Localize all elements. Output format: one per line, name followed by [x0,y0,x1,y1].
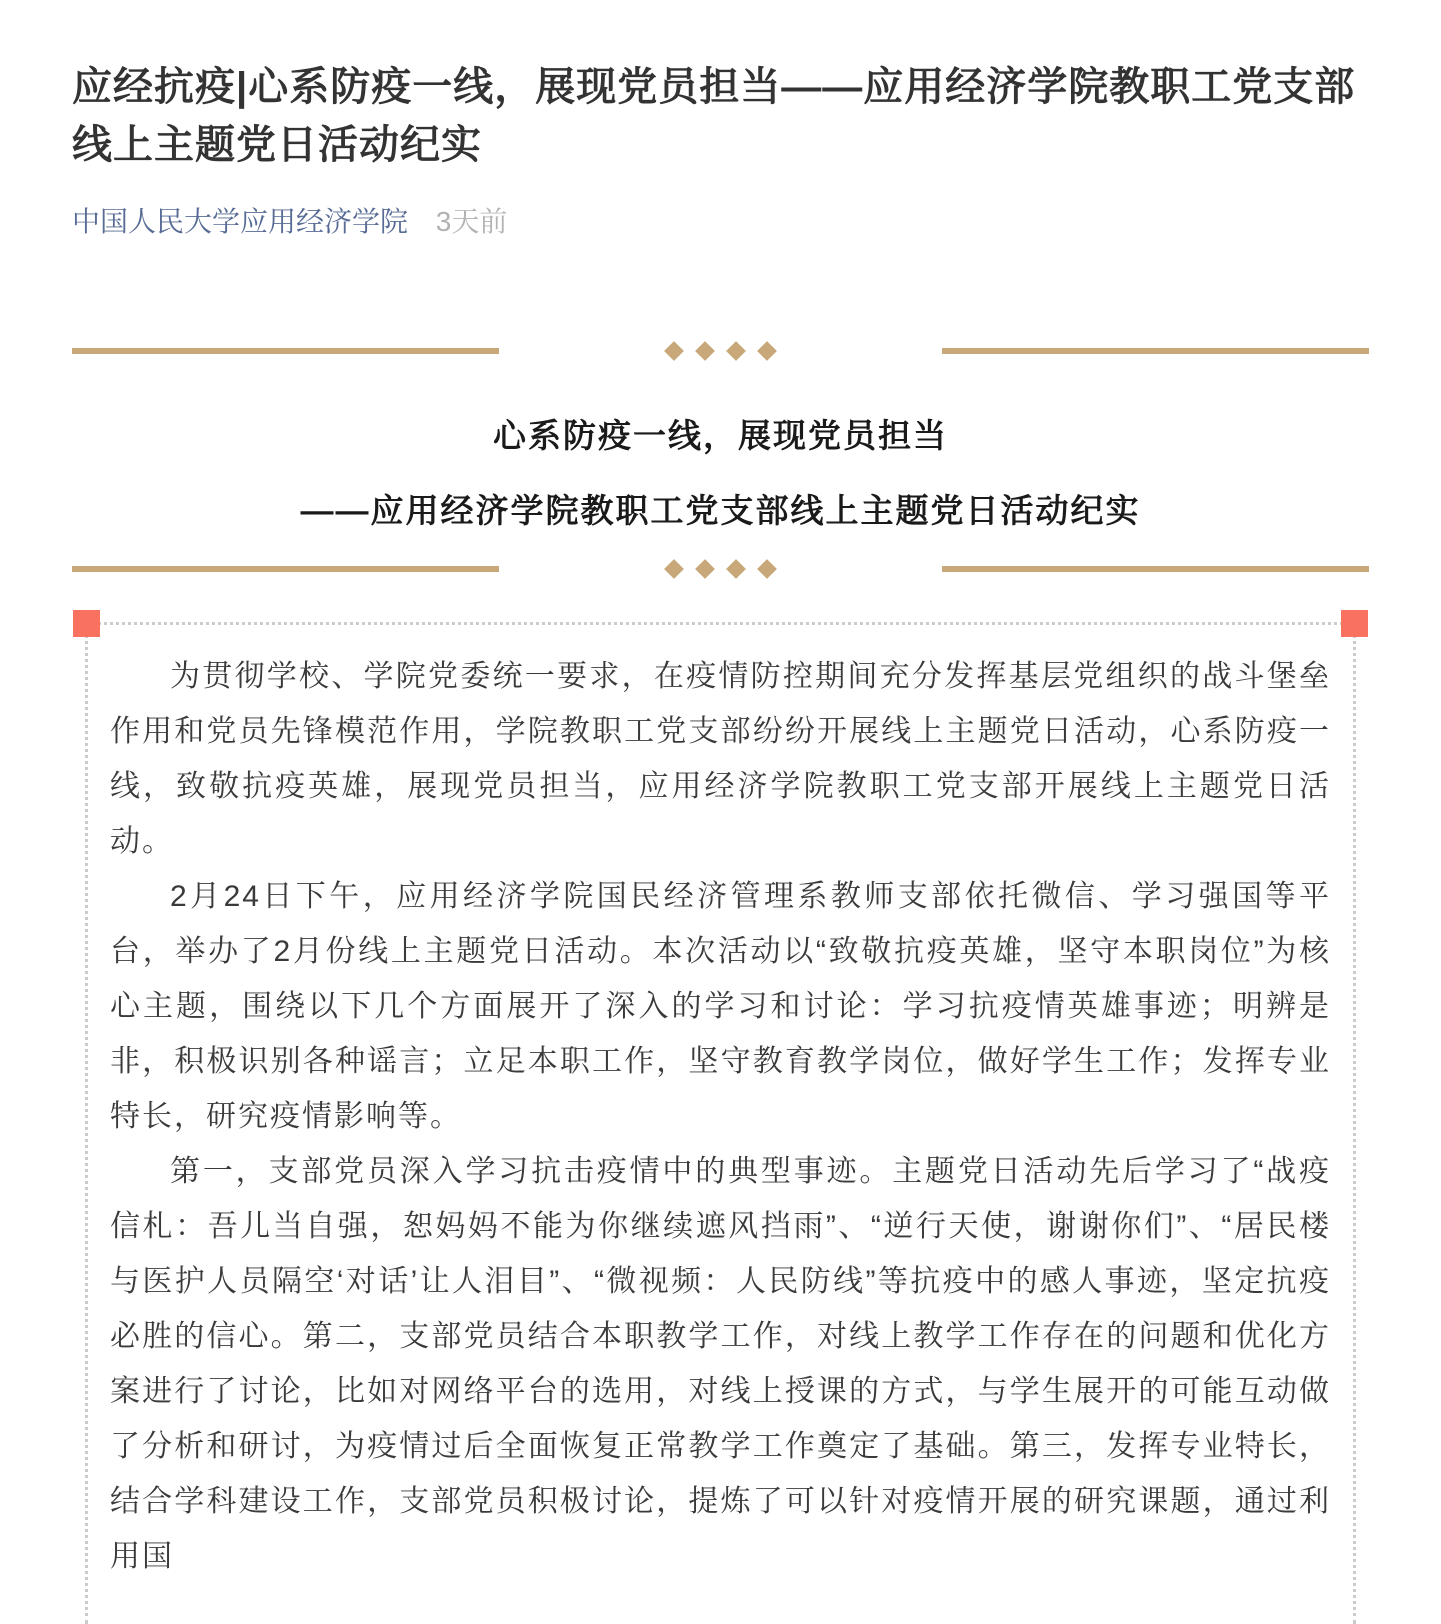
article-title: 应经抗疫|心系防疫一线，展现党员担当——应用经济学院教职工党支部线上主题党日活动纪实 [72,65,1356,167]
diamond-icon [695,341,715,361]
divider-line [72,566,499,572]
article-content-box [85,622,1356,1624]
account-name-link[interactable]: 中国人民大学应用经济学院 [72,206,409,237]
article-paragraph: 为贯彻学校、学院党委统一要求，在疫情防控期间充分发挥基层党组织的战斗堡垒作用和党员先锋模范作用，学院教职工党支部纷纷开展线上主题党日活动，心系防疫一线，致敬抗疫英雄，展现党员担当，应用经济学院教职工党支部开展线上主题党日活动。 [110,660,1331,859]
diamond-icon [664,341,684,361]
subtitle-line1: 心系防疫一线，展现党员担当 [493,417,948,455]
article-paragraph: 2月24日下午，应用经济学院国民经济管理系教师支部依托微信、学习强国等平台，举办了2月份线上主题党日活动。本次活动以“致敬抗疫英雄，坚守本职岗位”为核心主题，围绕以下几个方面展开了深入的学习和讨论：学习抗疫情英雄事迹；明辨是非，积极识别各种谣言；立足本职工作，坚守教育教学岗位，做好学生工作；发挥专业特长，研究疫情影响等。 [110,880,1331,1134]
diamond-icon [757,341,777,361]
divider-diamond-row [667,344,774,358]
decorative-divider-bottom [72,562,1369,576]
divider-line [942,348,1369,354]
corner-square-icon [73,610,100,637]
corner-square-icon [1341,610,1368,637]
diamond-icon [726,559,746,579]
subtitle-block [72,410,1369,532]
divider-line [942,566,1369,572]
article-paragraph: 第一，支部党员深入学习抗击疫情中的典型事迹。主题党日活动先后学习了“战疫信札：吾儿当自强，恕妈妈不能为你继续遮风挡雨”、“逆行天使，谢谢你们”、“居民楼与医护人员隔空‘对话’让人泪目”、“微视频：人民防线”等抗疫中的感人事迹，坚定抗疫必胜的信心。第二，支部党员结合本职教学工作，对线上教学工作存在的问题和优化方案进行了讨论，比如对网络平台的选用，对线上授课的方式，与学生展开的可能互动做了分析和研讨，为疫情过后全面恢复正常教学工作奠定了基础。第三，发挥专业特长，结合学科建设工作，支部党员积极讨论，提炼了可以针对疫情开展的研究课题，通过利用国 [110,1155,1331,1574]
diamond-icon [757,559,777,579]
diamond-icon [726,341,746,361]
divider-line [72,348,499,354]
diamond-icon [695,559,715,579]
byline [72,204,1369,240]
diamond-icon [664,559,684,579]
publish-time: 3天前 [435,206,508,237]
subtitle-line2: ——应用经济学院教职工党支部线上主题党日活动纪实 [300,492,1141,530]
decorative-divider-top [72,344,1369,358]
divider-diamond-row [667,562,774,576]
